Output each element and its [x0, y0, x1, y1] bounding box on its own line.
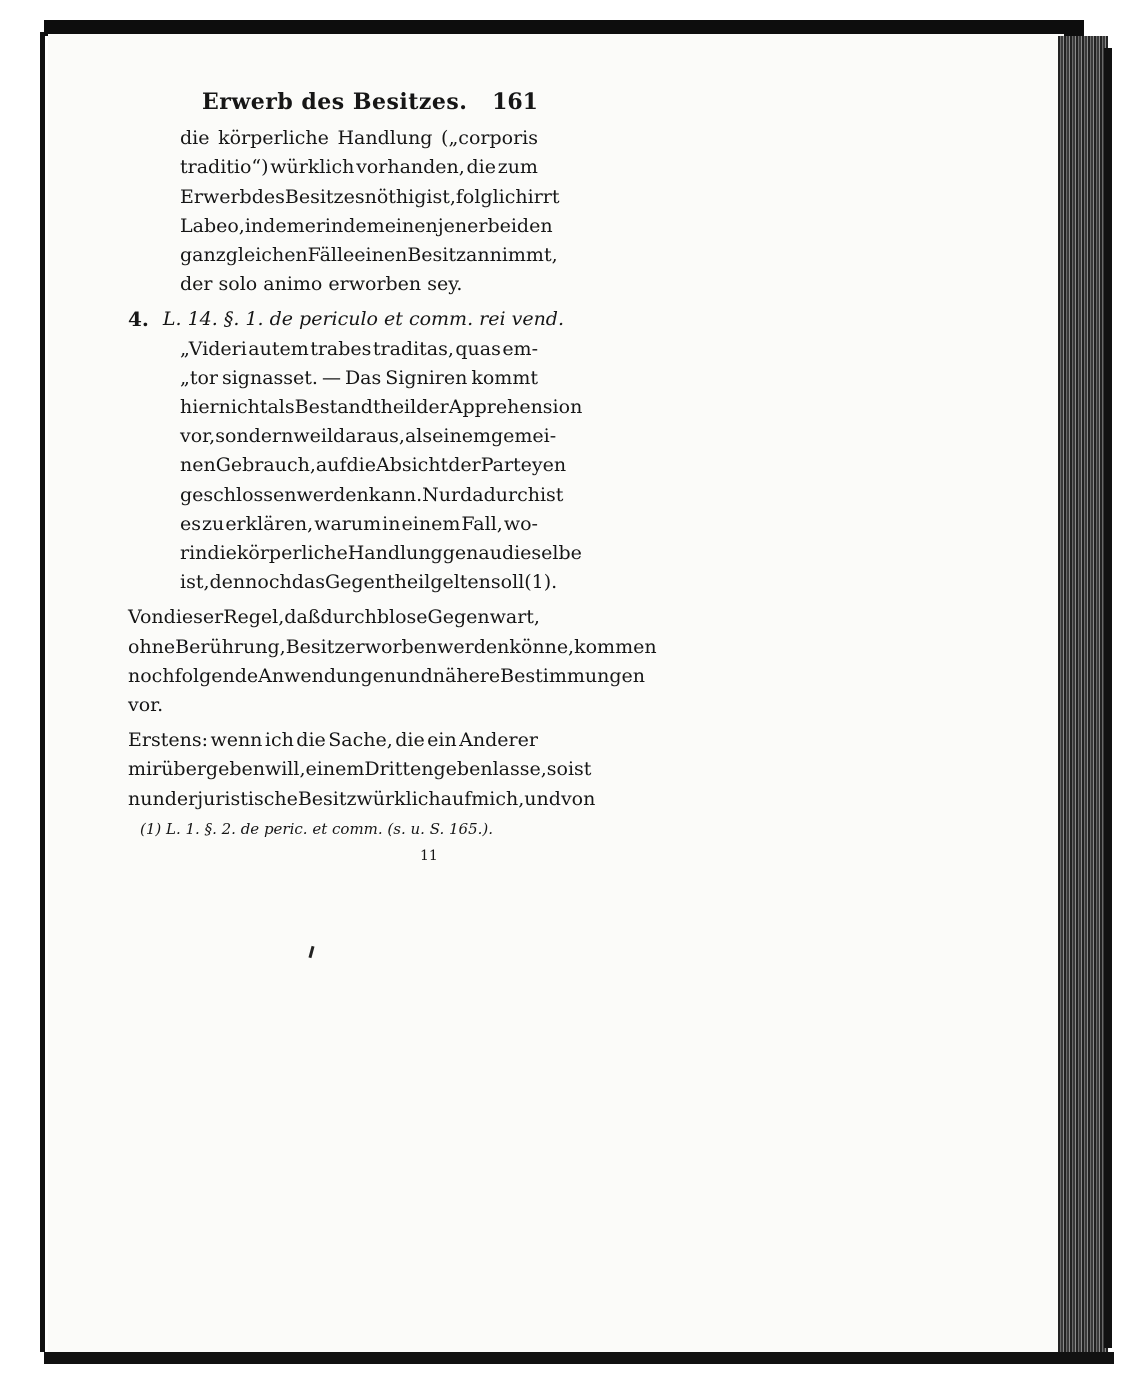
paragraph-line: noch folgende Anwendungen und nähere Bestimmungen	[128, 664, 645, 687]
legal-citation: L. 14. §. 1. de periculo et comm. rei vend.	[162, 308, 565, 331]
text-line: die körperliche Handlung („corporis	[180, 127, 538, 150]
text-line: vor, sondern weil daraus, als einem gemei-	[180, 425, 557, 448]
item-number: 4.	[128, 307, 149, 332]
paragraph-line: ohne Berührung, Besitz erworben werden könne, kommen	[128, 635, 657, 658]
text-column	[128, 88, 657, 814]
running-title: Erwerb des Besitzes.	[202, 89, 468, 115]
text-line: geschlossen werden kann. Nur dadurch ist	[180, 483, 564, 506]
page-leaves-edge	[1058, 36, 1108, 1352]
text-line: der solo animo erworben sey.	[180, 273, 463, 296]
item-4-reference-line	[128, 305, 565, 334]
book-cover-edge	[1104, 48, 1112, 1348]
page-number: 161	[492, 89, 538, 115]
paragraph-line: Erstens: wenn ich die Sache, die ein Anderer	[128, 729, 538, 752]
paragraph-line: mir übergeben will, einem Dritten geben lasse, so ist	[128, 758, 592, 781]
text-line: ganz gleichen Fälle einen Besitz annimmt,	[180, 244, 558, 267]
paragraph-line: nun der juristische Besitz würklich auf mich, und von	[128, 787, 596, 810]
text-line: „tor signasset. — Das Signiren kommt	[180, 366, 538, 389]
text-line: ist, dennoch das Gegentheil gelten soll (1).	[180, 571, 558, 594]
text-line: es zu erklären, warum in einem Fall, wo-	[180, 512, 538, 535]
text-line: „Videri autem trabes traditas, quas em-	[180, 337, 538, 360]
book-left-edge	[40, 32, 45, 1352]
text-line: rin die körperliche Handlung genau dieselbe	[180, 542, 582, 565]
paragraph-line: vor.	[128, 694, 164, 717]
text-line: Erwerb des Besitzes nöthig ist, folglich irrt	[180, 185, 560, 208]
footnote: (1) L. 1. §. 2. de peric. et comm. (s. u. S. 165.).	[140, 820, 494, 838]
text-line: nen Gebrauch, auf die Absicht der Parteyen	[180, 454, 567, 477]
text-line: traditio“) würklich vorhanden, die zum	[180, 156, 538, 179]
signature-mark: 11	[420, 848, 438, 864]
running-header	[128, 88, 538, 117]
scan-bottom-border	[44, 1352, 1114, 1364]
text-line: Labeo, indem er in dem einen jener beiden	[180, 214, 553, 237]
paragraph-line: Von dieser Regel, daß durch blose Gegenwart,	[128, 606, 540, 629]
text-line: hier nicht als Bestandtheil der Apprehension	[180, 396, 583, 419]
